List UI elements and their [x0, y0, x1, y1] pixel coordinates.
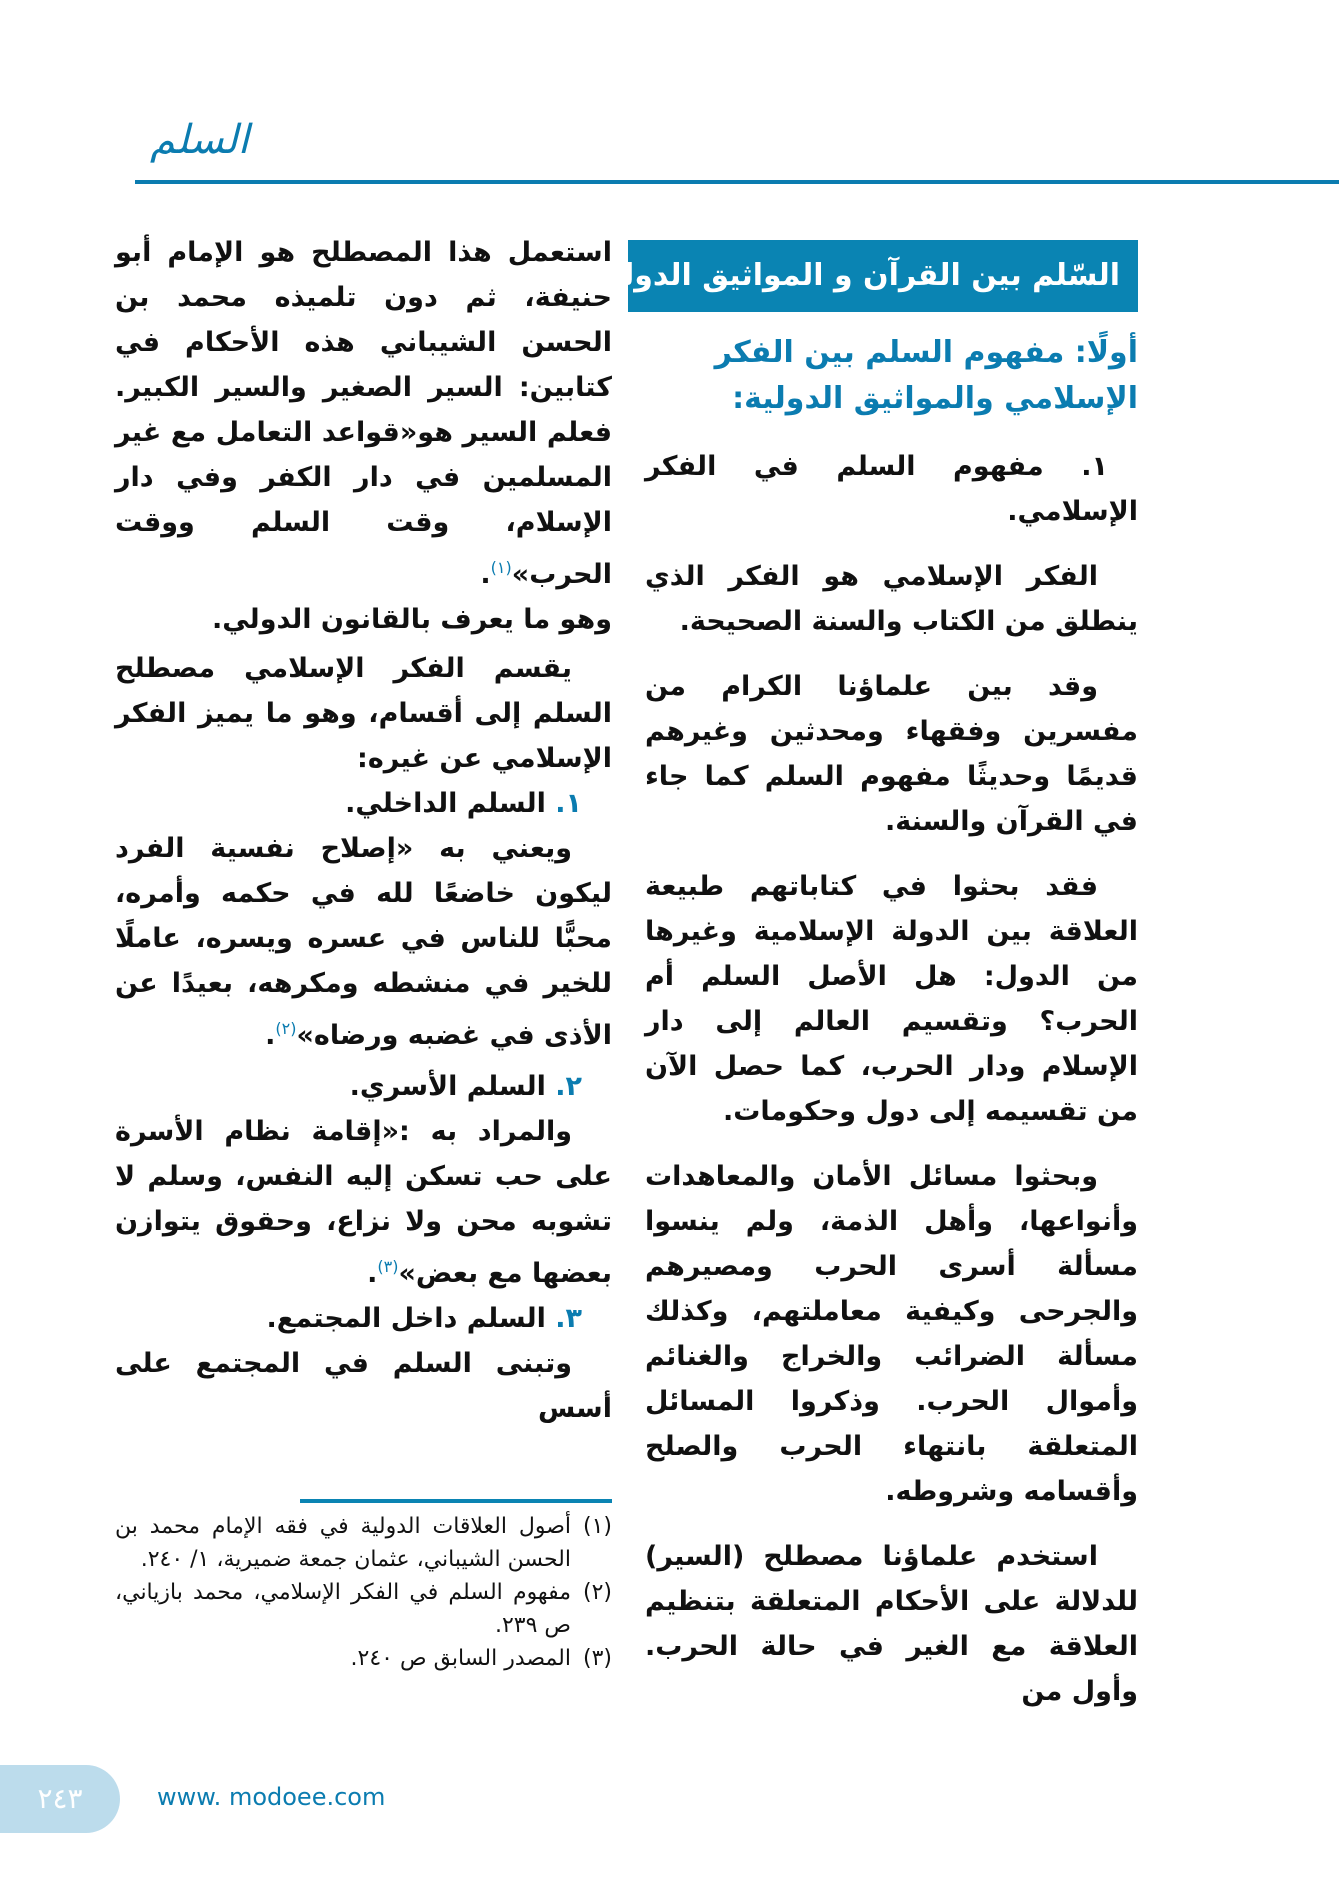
paragraph: [115, 826, 612, 1058]
paragraph: [115, 230, 612, 597]
paragraph-end: .: [265, 1020, 276, 1051]
paragraph-end: .: [367, 1258, 378, 1289]
item-1-heading: [645, 444, 1138, 534]
subheading: أولًا: مفهوم السلم بين الفكر الإسلامي والمواثيق الدولية:: [714, 335, 1138, 416]
paragraph-end: .: [480, 559, 491, 590]
paragraph: وتبنى السلم في المجتمع على أسس: [115, 1348, 612, 1424]
section-title: السلم الداخلي.: [345, 788, 546, 819]
item-1-title: مفهوم السلم في الفكر الإسلامي.: [645, 451, 1138, 527]
footnote-ref-1[interactable]: (١): [490, 558, 512, 577]
section-title: السلم داخل المجتمع.: [266, 1303, 546, 1334]
paragraph-text: استعمل هذا المصطلح هو الإمام أبو حنيفة، ثم دون تلميذه محمد بن الحسن الشيباني هذه الأحكام في كتابين: السير الصغير والسير الكبير. فعلم السير هو«قواعد التعامل مع غير المسلمين في دار الكفر وفي دار الإسلام، وقت السلم ووقت الحرب»: [115, 237, 612, 590]
paragraph: وهو ما يعرف بالقانون الدولي.: [211, 604, 612, 635]
footnote: [115, 1642, 612, 1675]
footnote-text: المصدر السابق ص ٢٤٠.: [350, 1646, 571, 1671]
website-link[interactable]: www. modoee.com: [157, 1783, 386, 1811]
page-number: ٢٤٣: [0, 1765, 120, 1833]
section-banner: السّلم بين القرآن و المواثيق الدولية: [628, 240, 1138, 312]
footnote-text: أصول العلاقات الدولية في فقه الإمام محمد بن الحسن الشيباني، عثمان جمعة ضميرية، ١/ ٢٤٠.: [115, 1514, 571, 1572]
section-number: ٣.: [555, 1303, 582, 1334]
footnote-number: (٢): [582, 1580, 612, 1605]
footnote: [115, 1576, 612, 1642]
footnotes: [115, 1510, 612, 1675]
section-number: ١.: [555, 788, 582, 819]
footnote-number: (٣): [582, 1646, 612, 1671]
header-divider: [135, 180, 1339, 184]
section-heading: [115, 1064, 612, 1109]
paragraph: يقسم الفكر الإسلامي مصطلح السلم إلى أقسام، وهو ما يميز الفكر الإسلامي عن غيره:: [115, 653, 612, 774]
section-title: السلم الأسري.: [349, 1071, 546, 1102]
paragraph-text: ويعني به «إصلاح نفسية الفرد ليكون خاضعًا لله في حكمه وأمره، محبًّا للناس في عسره ويسره، عاملًا للخير في منشطه ومكرهه، بعيدًا عن الأذى في غضبه ورضاه»: [115, 833, 612, 1051]
footnote-ref-3[interactable]: (٣): [377, 1257, 399, 1276]
footnote-number: (١): [582, 1514, 612, 1539]
paragraph: الفكر الإسلامي هو الفكر الذي ينطلق من الكتاب والسنة الصحيحة.: [645, 561, 1138, 637]
paragraph: وبحثوا مسائل الأمان والمعاهدات وأنواعها، وأهل الذمة، ولم ينسوا مسألة أسرى الحرب ومصيرهم والجرحى وكيفية معاملتهم، وكذلك مسألة الضرائب والخراج والغنائم وأموال الحرب. وذكروا المسائل المتعلقة بانتهاء الحرب والصلح وأقسامه وشروطه.: [645, 1161, 1138, 1507]
paragraph: استخدم علماؤنا مصطلح (السير) للدلالة على الأحكام المتعلقة بتنظيم العلاقة مع الغير في حالة الحرب. وأول من: [645, 1541, 1138, 1707]
item-1-number: ١.: [1081, 451, 1108, 482]
section-heading: [115, 1296, 612, 1341]
footnote-text: مفهوم السلم في الفكر الإسلامي، محمد بازياني، ص ٢٣٩.: [115, 1580, 571, 1638]
section-heading: [115, 781, 612, 826]
footnote-ref-2[interactable]: (٢): [275, 1019, 297, 1038]
section-number: ٢.: [555, 1071, 582, 1102]
footnote: [115, 1510, 612, 1576]
paragraph: فقد بحثوا في كتاباتهم طبيعة العلاقة بين الدولة الإسلامية وغيرها من الدول: هل الأصل السلم أم الحرب؟ وتقسيم العالم إلى دار الإسلام ودار الحرب، كما حصل الآن من تقسيمه إلى دول وحكومات.: [645, 871, 1138, 1127]
paragraph-text: والمراد به :«إقامة نظام الأسرة على حب تسكن إليه النفس، وسلم لا تشوبه محن ولا نزاع، وحقوق يتوازن بعضها مع بعض»: [115, 1116, 612, 1289]
footnote-divider: [300, 1499, 612, 1503]
left-column: [115, 230, 612, 1431]
paragraph: وقد بين علماؤنا الكرام من مفسرين وفقهاء ومحدثين وغيرهم قديمًا وحديثًا مفهوم السلم كما جاء في القرآن والسنة.: [645, 671, 1138, 837]
paragraph: [115, 1109, 612, 1296]
right-column: [592, 240, 1138, 1714]
running-header-title: السلم: [150, 117, 249, 163]
